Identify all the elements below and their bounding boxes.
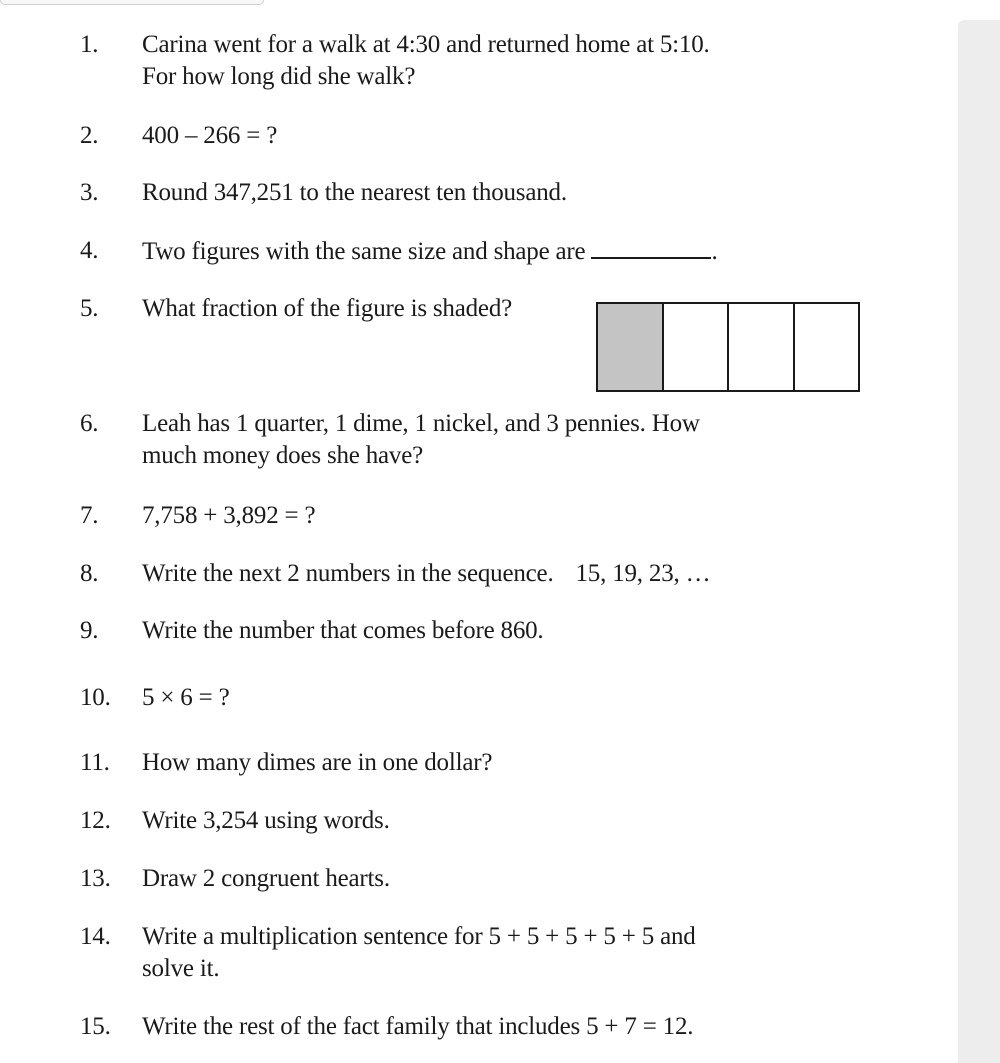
question-line: Write the rest of the fact family that includes 5 + 7 = 12.	[142, 1013, 694, 1040]
question-number: 1.	[80, 31, 99, 58]
question-line: much money does she have?	[142, 442, 424, 469]
question-text	[142, 747, 842, 779]
question-text	[142, 682, 842, 714]
question-line: How many dimes are in one dollar?	[142, 749, 493, 776]
question-number: 15.	[80, 1013, 111, 1040]
question-number: 4.	[80, 237, 99, 264]
number-sequence: 15, 19, 23, …	[575, 560, 711, 587]
question-number: 6.	[80, 410, 99, 437]
question-line: Two figures with the same size and shape are	[142, 238, 586, 265]
question-number: 10.	[80, 684, 111, 711]
question-number: 11.	[80, 749, 110, 776]
question-number: 14.	[80, 923, 111, 950]
question-number: 8.	[80, 560, 99, 587]
question-text	[142, 120, 842, 152]
question-text	[142, 1011, 842, 1043]
question-line: What fraction of the figure is shaded?	[142, 295, 513, 322]
question-line: Draw 2 congruent hearts.	[142, 865, 390, 892]
question-line: 5 × 6 = ?	[142, 684, 230, 711]
shaded-part	[598, 304, 664, 390]
question-line: For how long did she walk?	[142, 63, 416, 90]
question-line: Carina went for a walk at 4:30 and returned home at 5:10.	[142, 31, 710, 58]
question-line: Write a multiplication sentence for 5 + 5 + 5 + 5 + 5 and	[142, 923, 696, 950]
question-text	[142, 615, 842, 647]
side-panel	[958, 20, 1000, 1063]
question-number: 3.	[80, 179, 99, 206]
question-text	[142, 177, 842, 209]
question-text	[142, 863, 842, 895]
question-number: 12.	[80, 807, 111, 834]
question-trail: .	[711, 238, 718, 265]
question-line: Leah has 1 quarter, 1 dime, 1 nickel, and 3 pennies. How	[142, 410, 700, 437]
question-number: 13.	[80, 865, 111, 892]
question-line: Write 3,254 using words.	[142, 807, 390, 834]
question-text	[142, 558, 842, 590]
question-number: 5.	[80, 295, 99, 322]
question-text	[142, 235, 842, 268]
question-line: solve it.	[142, 955, 220, 982]
question-text	[142, 500, 842, 532]
unshaded-part	[795, 304, 859, 390]
question-line: Write the number that comes before 860.	[142, 617, 544, 644]
answer-blank	[591, 235, 711, 259]
unshaded-part	[729, 304, 795, 390]
question-line: 7,758 + 3,892 = ?	[142, 502, 316, 529]
question-number: 2.	[80, 122, 99, 149]
question-text	[142, 921, 842, 985]
question-line: 400 – 266 = ?	[142, 122, 278, 149]
top-tab	[0, 0, 264, 5]
question-number: 7.	[80, 502, 99, 529]
question-text	[142, 408, 842, 472]
question-number: 9.	[80, 617, 99, 644]
fraction-figure	[596, 302, 860, 392]
question-text	[142, 805, 842, 837]
unshaded-part	[664, 304, 730, 390]
question-line: Round 347,251 to the nearest ten thousand.	[142, 179, 567, 206]
question-line: Write the next 2 numbers in the sequence.	[142, 560, 554, 587]
question-text	[142, 29, 842, 93]
